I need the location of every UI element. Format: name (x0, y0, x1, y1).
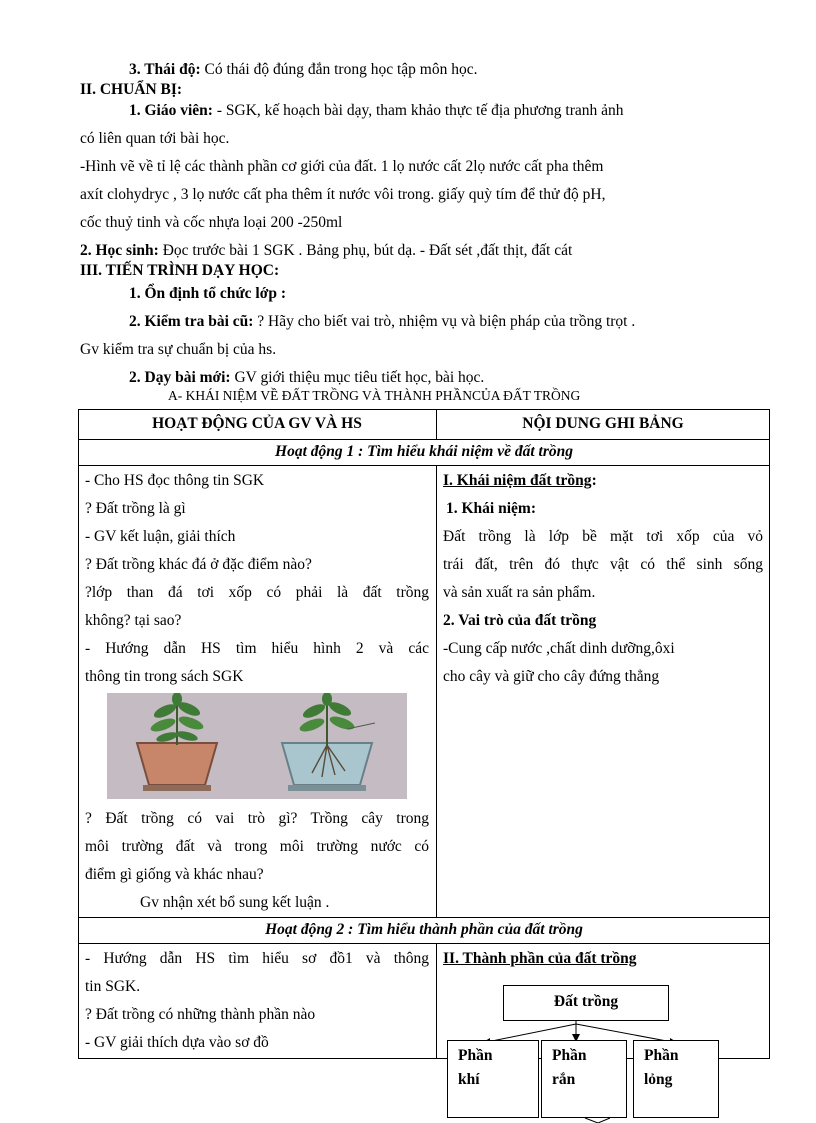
diagram-box-gas-line2: khí (458, 1071, 480, 1088)
a2-left-line: ? Đất trồng có những thành phần nào (85, 1006, 316, 1023)
teacher-label: 1. Giáo viên: (129, 102, 213, 119)
a1-right-def-line: trái đất, trên đó thực vật có thể sinh sống (443, 556, 763, 573)
org-heading: 1. Ổn định tổ chức lớp : (129, 285, 286, 302)
prep-line-2: axít clohydryc , 3 lọ nước cất pha thêm ít nước vôi trong. giấy quỳ tím để thử độ pH, (80, 186, 606, 203)
diagram-box-gas (447, 1040, 539, 1118)
a1-left-line: ?lớp than đá tơi xốp có phải là đất trồng (85, 584, 429, 601)
newlesson-label: 2. Dạy bài mới: (129, 369, 231, 386)
a2-left-line: - Hướng dẫn HS tìm hiểu sơ đồ1 và thông (85, 950, 429, 967)
activity-1-heading: Hoạt động 1 : Tìm hiểu khái niệm về đất trồng (275, 443, 573, 460)
a1-right-role-line: -Cung cấp nước ,chất dinh dưỡng,ôxi (443, 640, 675, 657)
a1-right-role-line: cho cây và giữ cho cây đứng thẳng (443, 668, 660, 685)
attitude-label: 3. Thái độ: (129, 61, 201, 78)
a1-left-line: - GV kết luận, giải thích (85, 528, 236, 545)
check-line-2: Gv kiểm tra sự chuẩn bị của hs. (80, 341, 277, 358)
teacher-text: - SGK, kế hoạch bài dạy, tham khảo thực tế địa phương tranh ảnh (212, 102, 624, 119)
prep-line-3: cốc thuỷ tinh và cốc nhựa loại 200 -250ml (80, 214, 343, 231)
diagram-box-solid (541, 1040, 627, 1118)
a1-right-def-line: và sản xuất ra sản phẩm. (443, 584, 596, 601)
prep-line-1: -Hình vẽ về tỉ lệ các thành phần cơ giới của đất. 1 lọ nước cất 2lọ nước cất pha thêm (80, 158, 604, 175)
table-header-left: HOẠT ĐỘNG CỦA GV VÀ HS (152, 415, 362, 432)
check-label: 2. Kiểm tra bài cũ: (129, 313, 254, 330)
newlesson-text: GV giới thiệu mục tiêu tiết học, bài học. (230, 369, 485, 386)
student-label: 2. Học sinh: (80, 242, 159, 259)
a1-left-line: - Cho HS đọc thông tin SGK (85, 472, 265, 489)
diagram-box-solid-line1: Phần (552, 1047, 587, 1064)
concept-heading: I. Khái niệm đất trồng (443, 472, 592, 489)
attitude-text: Có thái độ đúng đắn trong học tập môn học. (200, 61, 478, 78)
a2-left-line: tin SGK. (85, 978, 141, 995)
diagram-box-solid-line2: rắn (552, 1071, 576, 1088)
section-3-heading: III. TIẾN TRÌNH DẠY HỌC: (80, 262, 280, 279)
teacher-line-2: có liên quan tới bài học. (80, 130, 230, 147)
a1-left-after-line: điểm gì giống và khác nhau? (85, 866, 264, 883)
diagram-root-label: Đất trồng (553, 993, 619, 1010)
table-header-right: NỘI DUNG GHI BẢNG (522, 415, 684, 432)
diagram-box-liquid (633, 1040, 719, 1118)
section-2-heading: II. CHUẨN BỊ: (80, 81, 183, 98)
a1-left-line: - Hướng dẫn HS tìm hiểu hình 2 và các (85, 640, 429, 657)
diagram-box-liquid-line2: lỏng (644, 1071, 673, 1088)
a1-left-line: ? Đất trồng khác đá ở đặc điểm nào? (85, 556, 312, 573)
activity-2-heading: Hoạt động 2 : Tìm hiểu thành phần của đất trồng (265, 921, 583, 938)
a1-right-def-line: Đất trồng là lớp bề mặt tơi xốp của vỏ (443, 528, 763, 545)
a1-left-after-line: môi trường đất và trong môi trường nước có (85, 838, 429, 855)
diagram-box-gas-line1: Phần (458, 1047, 493, 1064)
concept-heading-colon: : (591, 472, 597, 489)
a1-left-final: Gv nhận xét bổ sung kết luận . (140, 894, 330, 911)
student-text: Đọc trước bài 1 SGK . Bảng phụ, bút dạ. - Đất sét ,đất thịt, đất cát (158, 242, 573, 259)
check-text: ? Hãy cho biết vai trò, nhiệm vụ và biện pháp của trồng trọt . (253, 313, 636, 330)
diagram-box-liquid-line1: Phần (644, 1047, 679, 1064)
a1-right-sub1: 1. Khái niệm: (446, 500, 536, 517)
a1-left-after-line: ? Đất trồng có vai trò gì? Trồng cây trong (85, 810, 429, 827)
a1-right-sub2: 2. Vai trò của đất trồng (443, 612, 597, 629)
part-a-heading: A- KHÁI NIỆM VỀ ĐẤT TRỒNG VÀ THÀNH PHẦNCỦA ĐẤT TRỒNG (168, 388, 581, 403)
a1-left-line: không? tại sao? (85, 612, 182, 629)
diagram-root-box (503, 985, 669, 1021)
a2-right-title: II. Thành phần của đất trồng (443, 950, 637, 967)
a1-left-line: thông tin trong sách SGK (85, 668, 244, 685)
a2-left-line: - GV giải thích dựa vào sơ đồ (85, 1034, 269, 1051)
a1-left-line: ? Đất trồng là gì (85, 500, 186, 517)
